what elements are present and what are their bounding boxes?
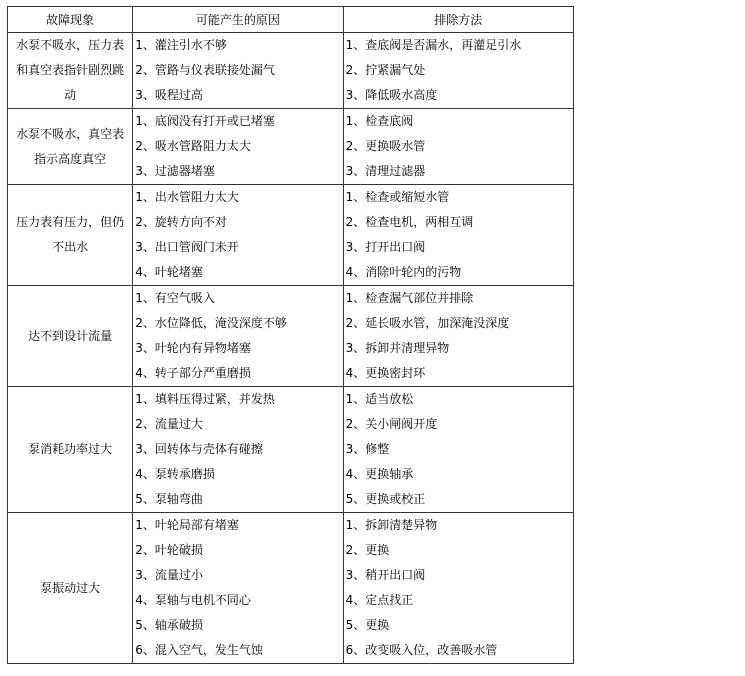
header-phenomenon: 故障现象 [8, 7, 133, 33]
remedy-item: 2、关小闸阀开度 [345, 417, 438, 431]
remedy-methods-cell [343, 387, 573, 513]
fault-phenomenon-text: 动 [64, 88, 77, 102]
possible-causes-cell [133, 109, 343, 185]
fault-phenomenon-text: 水泵不吸水，压力表 [16, 38, 125, 52]
remedy-methods-cell [343, 185, 573, 286]
cause-item: 2、叶轮破损 [135, 543, 203, 557]
remedy-methods-cell [343, 286, 573, 387]
fault-phenomenon-text: 达不到设计流量 [28, 328, 113, 343]
possible-causes-cell [133, 185, 343, 286]
table-row [8, 185, 574, 286]
cause-item: 3、流量过小 [135, 568, 203, 582]
cause-item: 2、吸水管路阻力太大 [135, 139, 251, 153]
fault-phenomenon-cell [8, 387, 133, 513]
fault-phenomenon-text: 和真空表指针剧烈跳 [16, 63, 125, 77]
remedy-item: 5、更换 [345, 618, 390, 632]
table-row [8, 33, 574, 109]
cause-item: 2、管路与仪表联接处漏气 [135, 63, 275, 77]
possible-causes-cell [133, 513, 343, 664]
remedy-item: 2、更换 [345, 543, 390, 557]
cause-item: 3、出口管阀门未开 [135, 240, 239, 254]
remedy-methods-cell [343, 109, 573, 185]
cause-item: 4、转子部分严重磨损 [135, 366, 251, 380]
fault-phenomenon-text: 泵消耗功率过大 [28, 442, 113, 456]
possible-causes-cell [133, 387, 343, 513]
fault-phenomenon-text: 指示高度真空 [34, 151, 107, 166]
cause-item: 1、有空气吸入 [135, 291, 215, 305]
fault-phenomenon-cell [8, 33, 133, 109]
cause-item: 1、填料压得过紧，并发热 [135, 392, 275, 406]
fault-phenomenon-text: 泵振动过大 [40, 580, 101, 595]
remedy-item: 1、检查底阀 [345, 114, 414, 128]
cause-item: 4、泵转承磨损 [135, 467, 215, 481]
table-row [8, 286, 574, 387]
fault-phenomenon-cell [8, 109, 133, 185]
pump-fault-table [7, 6, 574, 664]
remedy-methods-cell [343, 33, 573, 109]
remedy-item: 2、延长吸水管，加深淹没深度 [345, 316, 510, 330]
remedy-item: 3、修整 [345, 442, 390, 456]
fault-phenomenon-cell [8, 513, 133, 664]
remedy-item: 5、更换或校正 [345, 492, 426, 506]
table-row [8, 109, 574, 185]
remedy-item: 3、打开出口阀 [345, 240, 426, 254]
remedy-item: 3、清理过滤器 [345, 164, 426, 178]
remedy-item: 1、检查漏气部位并排除 [345, 291, 474, 305]
cause-item: 1、出水管阻力太大 [135, 190, 239, 204]
remedy-item: 4、更换轴承 [345, 467, 414, 481]
remedy-item: 3、稍开出口阀 [345, 568, 426, 582]
cause-item: 2、水位降低，淹没深度不够 [135, 316, 287, 330]
remedy-item: 4、定点找正 [345, 593, 414, 607]
possible-causes-cell [133, 33, 343, 109]
remedy-item: 3、拆卸并清理异物 [345, 341, 450, 355]
fault-phenomenon-cell [8, 185, 133, 286]
cause-item: 2、旋转方向不对 [135, 215, 227, 229]
cause-item: 1、叶轮局部有堵塞 [135, 518, 239, 532]
cause-item: 3、叶轮内有异物堵塞 [135, 341, 251, 355]
fault-phenomenon-text: 不出水 [52, 240, 89, 254]
remedy-item: 1、查底阀是否漏水，再灌足引水 [345, 38, 522, 52]
remedy-item: 2、更换吸水管 [345, 139, 426, 153]
fault-phenomenon-text: 压力表有压力，但仍 [16, 215, 125, 229]
remedy-item: 2、检查电机，两相互调 [345, 215, 474, 229]
cause-item: 5、轴承破损 [135, 618, 203, 632]
table-header-row [8, 7, 574, 33]
possible-causes-cell [133, 286, 343, 387]
remedy-item: 6、改变吸入位，改善吸水管 [345, 643, 498, 657]
header-causes: 可能产生的原因 [133, 7, 343, 33]
cause-item: 3、吸程过高 [135, 88, 203, 102]
cause-item: 5、泵轴弯曲 [135, 492, 203, 506]
remedy-item: 1、检查或缩短水管 [345, 190, 450, 204]
fault-phenomenon-text: 水泵不吸水，真空表 [16, 126, 125, 141]
cause-item: 4、叶轮堵塞 [135, 265, 203, 279]
remedy-item: 4、消除叶轮内的污物 [345, 265, 462, 279]
table-row [8, 513, 574, 664]
remedy-item: 4、更换密封环 [345, 366, 426, 380]
table-row [8, 387, 574, 513]
remedy-item: 1、适当放松 [345, 392, 414, 406]
remedy-methods-cell [343, 513, 573, 664]
header-remedies: 排除方法 [343, 7, 573, 33]
fault-phenomenon-cell [8, 286, 133, 387]
cause-item: 4、泵轴与电机不同心 [135, 593, 251, 607]
cause-item: 1、灌注引水不够 [135, 38, 227, 52]
cause-item: 3、过滤器堵塞 [135, 164, 215, 178]
remedy-item: 1、拆卸清楚异物 [345, 518, 438, 532]
cause-item: 3、回转体与壳体有碰擦 [135, 442, 263, 456]
cause-item: 1、底阀没有打开或已堵塞 [135, 114, 275, 128]
cause-item: 2、流量过大 [135, 417, 203, 431]
remedy-item: 2、拧紧漏气处 [345, 63, 426, 77]
remedy-item: 3、降低吸水高度 [345, 88, 438, 102]
cause-item: 6、混入空气，发生气蚀 [135, 643, 263, 657]
